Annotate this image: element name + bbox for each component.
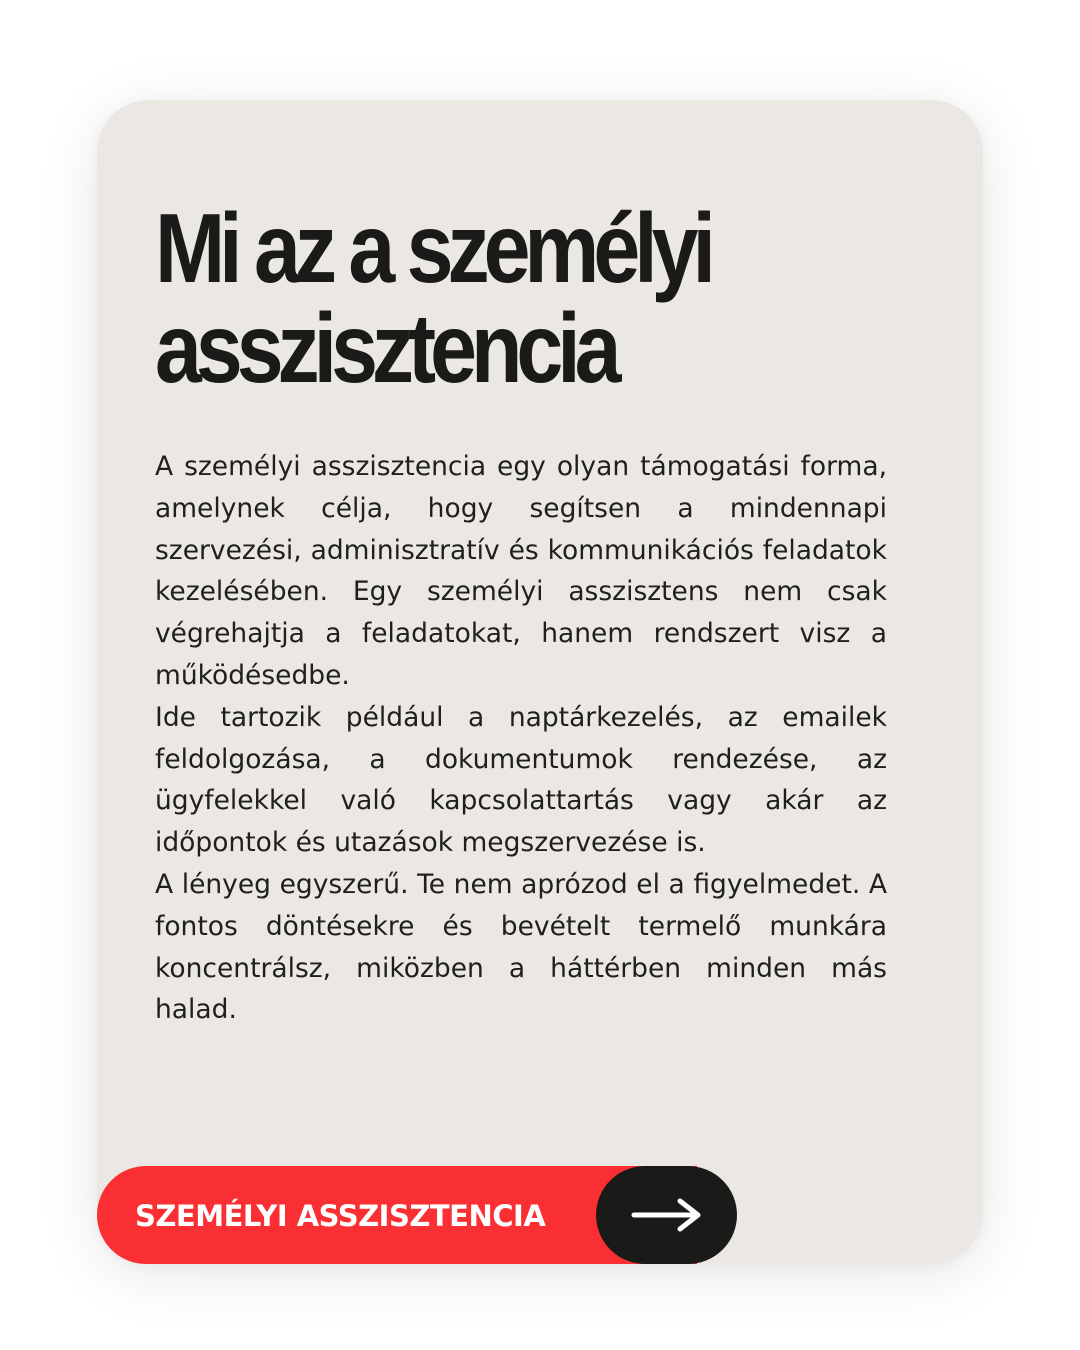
card-body [155,446,887,1031]
body-paragraph-1: A személyi asszisztencia egy olyan támogatási forma, amelynek célja, hogy segítsen a mindennapi szervezési, adminisztratív és kommunikációs feladatok kezelésében. Egy személyi asszisztens nem csak végrehajtja a feladatokat, hanem rendszert visz a működésedbe. [155,451,887,691]
szemelyi-asszisztencia-button[interactable] [97,1166,737,1264]
body-paragraph-2: Ide tartozik például a naptárkezelés, az emailek feldolgozása, a dokumentumok rendezése, az ügyfelekkel való kapcsolattartás vagy akár az időpontok és utazások megszervezése is. [155,701,887,859]
arrow-right-icon [630,1197,704,1233]
body-paragraph-3: A lényeg egyszerű. Te nem aprózod el a figyelmedet. A fontos döntésekre és bevételt termelő munkára koncentrálsz, miközben a háttérben minden más halad. [155,868,887,1026]
cta-label: SZEMÉLYI ASSZISZTENCIA [135,1199,546,1233]
cta-arrow-button[interactable] [596,1166,737,1264]
card-title: Mi az a személyi asszisztencia [155,193,710,403]
